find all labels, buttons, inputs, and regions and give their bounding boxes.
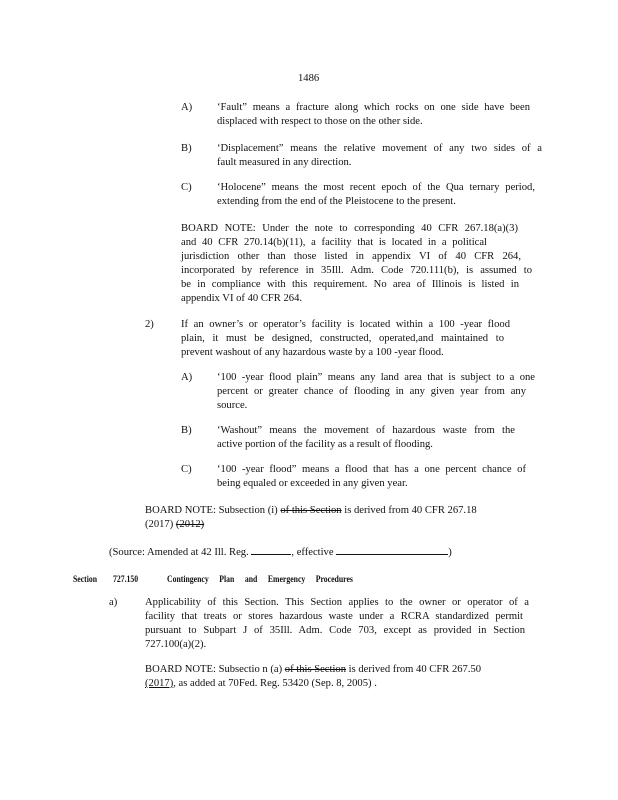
floodplain-line-1: If an owner’s or operator’s facility is located within a 100 -year flood xyxy=(181,319,510,330)
board-note-1-line-5: be in compliance with this requirement. No area of Illinois is listed in xyxy=(181,279,519,290)
board-note-2-year: (2017) xyxy=(145,519,174,530)
floodplain-def-line-3: source. xyxy=(217,400,248,411)
washout-def-line-1: ‘Washout” means the movement of hazardous waste from the xyxy=(217,425,515,436)
holocene-def-line-2: extending from the end of the Pleistocene to the present. xyxy=(217,196,456,207)
board-note-3-text: BOARD NOTE: Subsectio n (a) xyxy=(145,664,283,675)
board-note-3-deleted-text: of this Section xyxy=(284,664,346,675)
applicability-line-3: pursuant to Subpart J of 35Ill. Adm. Code 703, except as provided in Section xyxy=(145,625,525,636)
applicability-line-4: 727.100(a)(2). xyxy=(145,639,207,650)
floodplain-def-line-1: ‘100 -year flood plain” means any land area that is subject to a one xyxy=(217,372,535,383)
board-note-3-inserted-year: (2017) xyxy=(145,678,174,689)
board-note-1-line-1: BOARD NOTE: Under the note to corresponding 40 CFR 267.18(a)(3) xyxy=(181,223,518,234)
source-line xyxy=(109,544,452,560)
washout-label: B) xyxy=(181,425,192,436)
board-note-2-derivation: is derived from 40 CFR 267.18 xyxy=(344,505,477,516)
section-number: 727.150 xyxy=(113,574,139,584)
displacement-def-line-2: fault measured in any direction. xyxy=(217,157,352,168)
section-label: Section xyxy=(73,574,98,584)
board-note-3-line-2 xyxy=(145,677,377,691)
floodplain-def-line-2: percent or greater chance of flooding in any given year from any xyxy=(217,386,526,397)
applicability-line-1: Applicability of this Section. This Section applies to the owner or operator of a xyxy=(145,597,529,608)
holocene-def-line-1: ‘Holocene” means the most recent epoch of the Qua ternary period, xyxy=(217,182,535,193)
board-note-3-citation: , as added at 70Fed. Reg. 53420 (Sep. 8, 2005) . xyxy=(173,678,377,689)
effective-date-blank xyxy=(336,544,448,555)
applicability-label: a) xyxy=(109,597,118,608)
floodplain-def-label: A) xyxy=(181,372,193,383)
source-text: (Source: Amended at 42 Ill. Reg. xyxy=(109,547,249,558)
flood-def-line-2: being equaled or exceeded in any given year. xyxy=(217,478,408,489)
floodplain-line-2: plain, it must be designed, constructed, operated,and maintained to xyxy=(181,333,504,344)
applicability-line-2: facility that treats or stores hazardous waste under a RCRA standardized permit xyxy=(145,611,523,622)
section-title: Contingency Plan and Emergency Procedures xyxy=(167,574,353,584)
board-note-1-line-2: and 40 CFR 270.14(b)(11), a facility that is located in a political xyxy=(181,237,487,248)
floodplain-line-3: prevent washout of any hazardous waste by a 100 -year flood. xyxy=(181,347,444,358)
displacement-label: B) xyxy=(181,143,192,154)
flood-def-line-1: ‘100 -year flood” means a flood that has a one percent chance of xyxy=(217,464,526,475)
source-effective: , effective xyxy=(291,547,334,558)
reg-page-blank xyxy=(251,544,291,555)
flood-def-label: C) xyxy=(181,464,192,475)
board-note-1-line-6: appendix VI of 40 CFR 264. xyxy=(181,293,303,304)
board-note-1-line-4: incorporated by reference in 35Ill. Adm. Code 720.111(b), is assumed to xyxy=(181,265,532,276)
board-note-2-deleted-year: (2012) xyxy=(175,519,205,530)
board-note-3-line-1 xyxy=(145,663,519,677)
board-note-2-deleted-text: of this Section xyxy=(280,505,342,516)
board-note-2-line-1 xyxy=(145,504,517,518)
washout-def-line-2: active portion of the facility as a result of flooding. xyxy=(217,439,433,450)
floodplain-label: 2) xyxy=(145,319,154,330)
board-note-1-line-3: jurisdiction other than those listed in appendix VI of 40 CFR 264, xyxy=(181,251,521,262)
holocene-label: C) xyxy=(181,182,192,193)
board-note-3-derivation: is derived from 40 CFR 267.50 xyxy=(348,664,482,675)
board-note-2-line-2 xyxy=(145,518,204,532)
page-number: 1486 xyxy=(298,73,320,84)
fault-label: A) xyxy=(181,102,193,113)
source-close-paren: ) xyxy=(448,547,452,558)
fault-def-line-1: ‘Fault” means a fracture along which rocks on one side have been xyxy=(217,102,530,113)
displacement-def-line-1: ‘Displacement” means the relative movement of any two sides of a xyxy=(217,143,542,154)
board-note-2-text: BOARD NOTE: Subsection (i) xyxy=(145,505,278,516)
fault-def-line-2: displaced with respect to those on the other side. xyxy=(217,116,423,127)
